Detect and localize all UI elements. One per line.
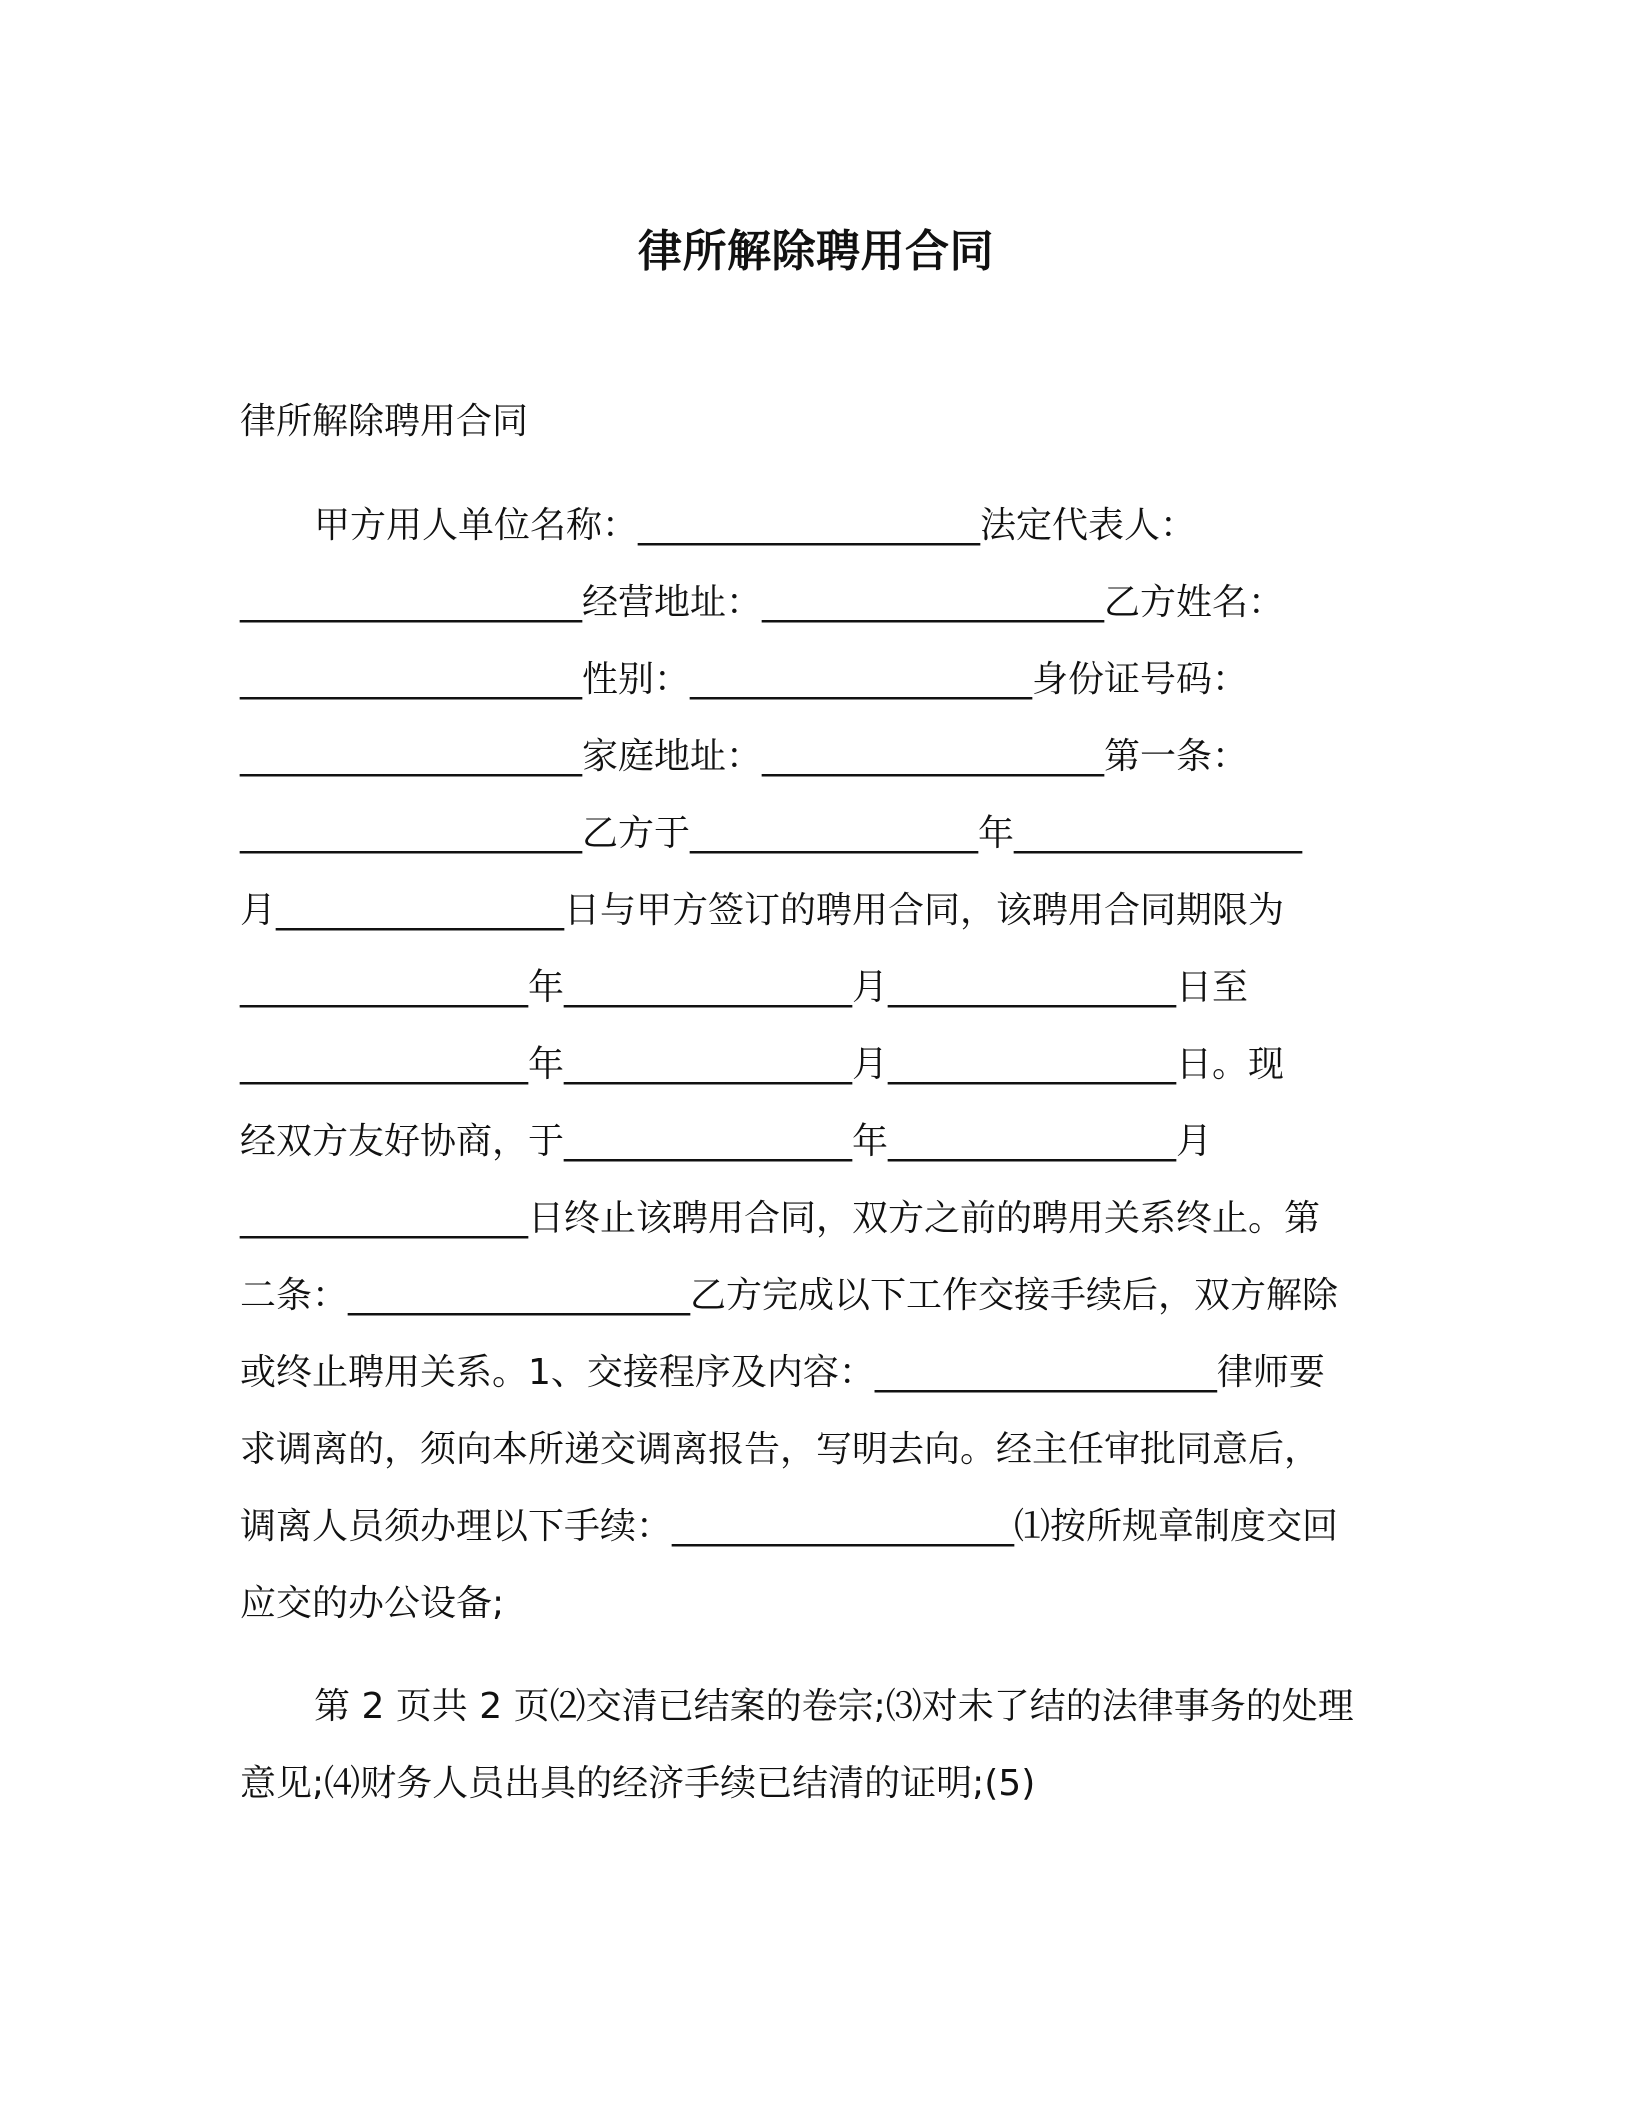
body-line: 第 2 页共 2 页⑵交清已结案的卷宗;⑶对未了结的法律事务的处理 bbox=[314, 1686, 1354, 1727]
body-line: 或终止聘用关系。1、交接程序及内容：___________________律师要 bbox=[240, 1352, 1325, 1393]
document-subtitle: 律所解除聘用合同 bbox=[240, 401, 529, 442]
body-line: ___________________性别：___________________身份证号码： bbox=[240, 659, 1249, 700]
body-line: 甲方用人单位名称：___________________法定代表人： bbox=[314, 505, 1197, 546]
body-line: ___________________家庭地址：___________________第一条： bbox=[240, 736, 1249, 777]
body-line: 求调离的，须向本所递交调离报告，写明去向。经主任审批同意后， bbox=[240, 1429, 1321, 1470]
body-line: 经双方友好协商，于________________年________________月 bbox=[240, 1121, 1213, 1162]
body-line: 调离人员须办理以下手续：___________________⑴按所规章制度交回 bbox=[240, 1506, 1339, 1547]
body-line: ___________________经营地址：___________________乙方姓名： bbox=[240, 582, 1285, 623]
body-line: ________________日终止该聘用合同，双方之前的聘用关系终止。第 bbox=[240, 1198, 1321, 1239]
body-line: ________________年________________月________________日至 bbox=[240, 967, 1248, 1008]
body-line: 意见;⑷财务人员出具的经济手续已结清的证明;(5) bbox=[240, 1763, 1036, 1804]
document-title: 律所解除聘用合同 bbox=[638, 226, 994, 277]
body-line: ________________年________________月________________日。现 bbox=[240, 1044, 1284, 1085]
body-line: ___________________乙方于________________年________________ bbox=[240, 813, 1302, 854]
body-line: 二条：___________________乙方完成以下工作交接手续后，双方解除 bbox=[240, 1275, 1339, 1316]
body-line: 月________________日与甲方签订的聘用合同，该聘用合同期限为 bbox=[240, 890, 1285, 931]
body-line: 应交的办公设备; bbox=[240, 1583, 505, 1624]
